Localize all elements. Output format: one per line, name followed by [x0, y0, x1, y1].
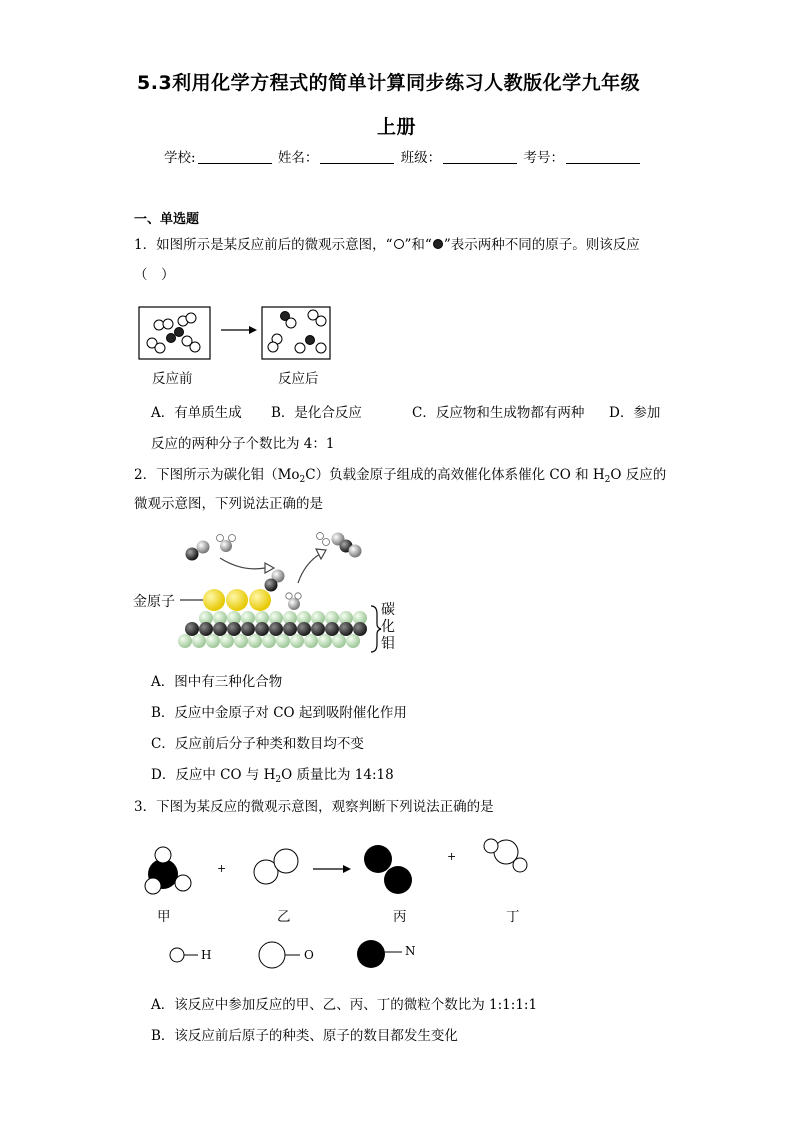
student-info-fields: [164, 146, 642, 166]
q3-plus-2: +: [447, 850, 457, 863]
q1-option-b[interactable]: B．是化合反应: [271, 405, 362, 421]
name-label: 姓名：: [277, 150, 319, 166]
q3-option-b[interactable]: B．该反应前后原子的种类、原子的数目都发生变化: [151, 1028, 458, 1044]
q1-option-a[interactable]: A．有单质生成: [151, 405, 242, 421]
white-atom-icon: [393, 238, 405, 250]
carbide-layer-middle: [185, 622, 367, 636]
q3-reaction-diagram: [140, 835, 540, 975]
q1-reaction-diagram: [135, 303, 335, 363]
q1-option-c[interactable]: C．反应物和生成物都有两种: [412, 405, 585, 421]
q1-stem: [134, 233, 640, 253]
q2-stem-line2: 微观示意图，下列说法正确的是: [134, 496, 323, 512]
carbide-layer-bottom: [178, 634, 360, 648]
name-blank[interactable]: [320, 151, 394, 164]
q1-option-d-continued: 反应的两种分子个数比为 4：1: [151, 436, 335, 452]
q3-label-ding: 丁: [506, 909, 520, 925]
q2-stem-text3: O 反应的: [610, 467, 667, 483]
q1-label-before: 反应前: [152, 371, 193, 387]
school-blank[interactable]: [198, 151, 272, 164]
q2-stem-text1: 2．下图所示为碳化钼（Mo: [134, 467, 300, 483]
q2-label-carbide: [381, 602, 397, 653]
q3-legend-n: N: [405, 944, 416, 958]
q2-subscript1: 2: [299, 475, 306, 485]
q1-stem-part1: 1．如图所示是某反应前后的微观示意图，“: [134, 237, 393, 253]
q1-stem-part2: ”和“: [404, 237, 432, 253]
class-label: 班级：: [400, 150, 442, 166]
class-blank[interactable]: [443, 151, 517, 164]
q2-option-b[interactable]: B．反应中金原子对 CO 起到吸附催化作用: [151, 705, 407, 721]
q1-option-d[interactable]: D．参加: [609, 405, 661, 421]
page-title-line2: 上册: [377, 116, 417, 138]
page-title: 5.3利用化学方程式的简单计算同步练习人教版化学九年级: [137, 72, 641, 94]
q2-option-d[interactable]: [151, 763, 394, 785]
q2-option-a[interactable]: A．图中有三种化合物: [151, 674, 283, 690]
q3-label-yi: 乙: [277, 909, 291, 925]
q2-option-d-subscript: 2: [275, 775, 282, 785]
q2-option-c[interactable]: C．反应前后分子种类和数目均不变: [151, 736, 364, 752]
q2-stem-text2: C）负载金原子组成的高效催化体系催化 CO 和 H: [305, 467, 605, 483]
carbide-char-2: 化: [381, 619, 395, 635]
q3-option-a[interactable]: A．该反应中参加反应的甲、乙、丙、丁的微粒个数比为 1:1:1:1: [151, 997, 538, 1013]
exam-no-label: 考号：: [523, 150, 564, 166]
carbide-char-3: 钼: [381, 636, 395, 652]
q2-label-gold-atom: 金原子: [133, 594, 175, 610]
q2-option-d-text1: D．反应中 CO 与 H: [151, 767, 276, 783]
q2-catalyst-diagram: [170, 528, 400, 658]
q1-answer-paren: （ ）: [134, 267, 175, 283]
carbide-layer-top: [199, 611, 367, 625]
school-label: 学校:: [164, 150, 196, 166]
q2-subscript2: 2: [604, 475, 611, 485]
exam-no-blank[interactable]: [566, 151, 640, 164]
q2-stem-line1: [134, 463, 666, 485]
q3-plus-1: +: [217, 862, 227, 875]
q3-legend-o: O: [304, 948, 314, 962]
black-atom-icon: [432, 238, 444, 250]
q3-legend-h: H: [201, 948, 212, 962]
q3-label-jia: 甲: [157, 909, 171, 925]
q3-stem: 3．下图为某反应的微观示意图，观察判断下列说法正确的是: [134, 799, 494, 815]
q3-label-bing: 丙: [393, 909, 407, 925]
q2-option-d-text2: O 质量比为 14:18: [281, 767, 394, 783]
q1-label-after: 反应后: [278, 371, 319, 387]
q1-stem-part3: ”表示两种不同的原子。则该反应: [443, 237, 640, 253]
carbide-char-1: 碳: [381, 602, 395, 618]
section-heading: 一、单选题: [134, 212, 200, 227]
